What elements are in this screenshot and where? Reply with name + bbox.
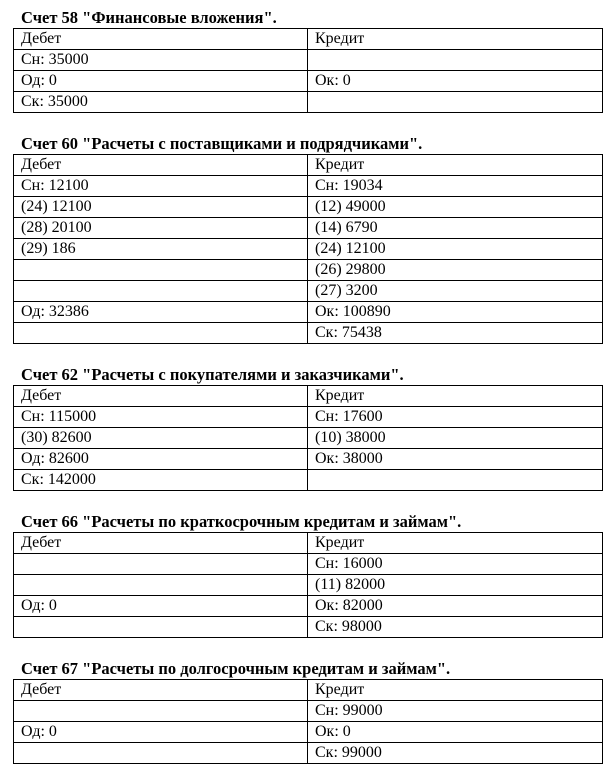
account-67-block — [13, 659, 603, 764]
credit-cell: (24) 12100 — [308, 239, 603, 260]
account-title: Счет 67 "Расчеты по долгосрочным кредитам и займам". — [21, 659, 451, 678]
credit-header: Кредит — [308, 386, 603, 407]
debit-cell: Од: 0 — [14, 71, 308, 92]
debit-cell — [14, 617, 308, 638]
account-58-block — [13, 8, 603, 113]
debit-cell: Од: 0 — [14, 722, 308, 743]
table-row — [14, 71, 603, 92]
credit-cell — [308, 50, 603, 71]
table-row — [14, 260, 603, 281]
account-title: Счет 58 "Финансовые вложения". — [21, 8, 277, 27]
account-66-block — [13, 512, 603, 638]
debit-header: Дебет — [14, 155, 308, 176]
debit-cell: Од: 82600 — [14, 449, 308, 470]
credit-cell: (27) 3200 — [308, 281, 603, 302]
debit-header: Дебет — [14, 680, 308, 701]
credit-header: Кредит — [308, 680, 603, 701]
debit-header: Дебет — [14, 533, 308, 554]
credit-cell: (10) 38000 — [308, 428, 603, 449]
credit-cell: Ок: 100890 — [308, 302, 603, 323]
table-row — [14, 596, 603, 617]
debit-cell — [14, 743, 308, 764]
table-row — [14, 470, 603, 491]
table-row — [14, 197, 603, 218]
debit-header: Дебет — [14, 386, 308, 407]
credit-cell: Ок: 82000 — [308, 596, 603, 617]
credit-cell: Ск: 75438 — [308, 323, 603, 344]
table-row — [14, 428, 603, 449]
credit-header: Кредит — [308, 29, 603, 50]
table-row — [14, 176, 603, 197]
credit-header: Кредит — [308, 155, 603, 176]
ledger-table — [13, 532, 603, 638]
debit-cell — [14, 554, 308, 575]
ledger-table — [13, 154, 603, 344]
table-row — [14, 701, 603, 722]
table-header-row — [14, 155, 603, 176]
table-row — [14, 575, 603, 596]
credit-cell: (12) 49000 — [308, 197, 603, 218]
credit-cell: (11) 82000 — [308, 575, 603, 596]
credit-cell: (26) 29800 — [308, 260, 603, 281]
table-row — [14, 743, 603, 764]
debit-cell: Ск: 142000 — [14, 470, 308, 491]
credit-cell: Сн: 17600 — [308, 407, 603, 428]
table-header-row — [14, 533, 603, 554]
table-header-row — [14, 386, 603, 407]
debit-cell: Ск: 35000 — [14, 92, 308, 113]
table-row — [14, 449, 603, 470]
table-row — [14, 50, 603, 71]
debit-cell: Сн: 115000 — [14, 407, 308, 428]
table-row — [14, 302, 603, 323]
debit-cell: Од: 32386 — [14, 302, 308, 323]
credit-cell: Ск: 99000 — [308, 743, 603, 764]
table-row — [14, 218, 603, 239]
table-row — [14, 554, 603, 575]
ledger-table — [13, 679, 603, 764]
account-60-block — [13, 134, 603, 344]
credit-header: Кредит — [308, 533, 603, 554]
ledger-table — [13, 28, 603, 113]
account-62-block — [13, 365, 603, 491]
account-title: Счет 66 "Расчеты по краткосрочным кредитам и займам". — [21, 512, 462, 531]
credit-cell: Сн: 19034 — [308, 176, 603, 197]
table-row — [14, 239, 603, 260]
debit-cell — [14, 281, 308, 302]
table-row — [14, 323, 603, 344]
credit-cell: Сн: 16000 — [308, 554, 603, 575]
table-header-row — [14, 680, 603, 701]
table-row — [14, 92, 603, 113]
credit-cell: Ок: 0 — [308, 722, 603, 743]
account-title: Счет 62 "Расчеты с покупателями и заказчиками". — [21, 365, 404, 384]
debit-cell: (24) 12100 — [14, 197, 308, 218]
debit-cell: Сн: 12100 — [14, 176, 308, 197]
table-row — [14, 407, 603, 428]
table-header-row — [14, 29, 603, 50]
credit-cell: Ок: 38000 — [308, 449, 603, 470]
debit-cell — [14, 575, 308, 596]
credit-cell: Сн: 99000 — [308, 701, 603, 722]
debit-cell: (30) 82600 — [14, 428, 308, 449]
credit-cell: Ок: 0 — [308, 71, 603, 92]
table-row — [14, 722, 603, 743]
debit-cell: (29) 186 — [14, 239, 308, 260]
debit-cell: Сн: 35000 — [14, 50, 308, 71]
debit-cell — [14, 260, 308, 281]
debit-cell — [14, 701, 308, 722]
debit-cell — [14, 323, 308, 344]
debit-cell: Од: 0 — [14, 596, 308, 617]
credit-cell: Ск: 98000 — [308, 617, 603, 638]
debit-header: Дебет — [14, 29, 308, 50]
credit-cell — [308, 92, 603, 113]
credit-cell — [308, 470, 603, 491]
table-row — [14, 281, 603, 302]
account-title: Счет 60 "Расчеты с поставщиками и подрядчиками". — [21, 134, 423, 153]
table-row — [14, 617, 603, 638]
credit-cell: (14) 6790 — [308, 218, 603, 239]
ledger-table — [13, 385, 603, 491]
debit-cell: (28) 20100 — [14, 218, 308, 239]
